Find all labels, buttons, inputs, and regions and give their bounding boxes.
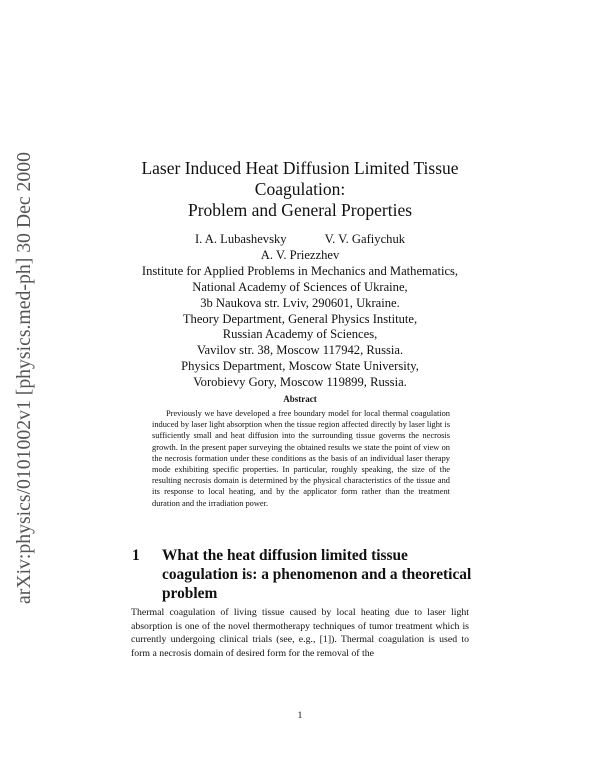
title-line-2: Coagulation: bbox=[254, 179, 346, 199]
author-names-row bbox=[110, 232, 490, 248]
title-line-1: Laser Induced Heat Diffusion Limited Tissue bbox=[141, 158, 459, 178]
abstract-heading: Abstract bbox=[283, 394, 317, 404]
affiliation-line: Theory Department, General Physics Institute, bbox=[182, 311, 418, 326]
section-title: What the heat diffusion limited tissue coagulation is: a phenomenon and a theoretical problem bbox=[162, 547, 472, 602]
affiliation-line: Russian Academy of Sciences, bbox=[222, 327, 378, 342]
affiliation-line: Vorobievy Gory, Moscow 119899, Russia. bbox=[193, 375, 407, 390]
body-text bbox=[131, 606, 469, 661]
abstract-body bbox=[152, 408, 450, 509]
author-lubashevsky: I. A. Lubashevsky bbox=[194, 232, 287, 246]
abstract-text: Previously we have developed a free boundary model for local thermal coagulation induced by laser light absorption when the tissue region affected directly by laser light is sufficiently small and heat diffusion into the surrounding tissue governs the necrosis growth. In the present paper surveying the obtained results we state the point of view on the necrosis formation under these conditions as the basis of an individual laser therapy mode exhibiting specific properties. In particular, roughly speaking, the size of the resulting necrosis domain is determined by the physical characteristics of the tissue and its response to local heating, and by the applicator form rather than the treatment duration and the irradiation power. bbox=[152, 409, 450, 508]
affiliation-line: Vavilov str. 38, Moscow 117942, Russia. bbox=[196, 343, 404, 358]
body-paragraph: Thermal coagulation of living tissue caused by local heating due to laser light absorption is one of the novel thermotherapy techniques of tumor treatment which is currently undergoing clinical trials (see, e.g., [1]). Thermal coagulation is used to form a necrosis domain of desired form for the removal of the bbox=[131, 607, 469, 660]
page-number: 1 bbox=[297, 710, 303, 721]
affiliation-line: Physics Department, Moscow State University, bbox=[181, 359, 419, 374]
affiliation-line: Institute for Applied Problems in Mechanics and Mathematics, bbox=[141, 263, 459, 278]
paper-title bbox=[130, 158, 470, 221]
section-heading bbox=[132, 546, 472, 603]
section-number: 1 bbox=[132, 547, 140, 564]
author-block bbox=[110, 232, 490, 391]
title-line-3: Problem and General Properties bbox=[187, 200, 413, 220]
author-priezzhev: A. V. Priezzhev bbox=[260, 247, 340, 262]
author-gafiychuk: V. V. Gafiychuk bbox=[324, 232, 406, 246]
affiliation-line: 3b Naukova str. Lviv, 290601, Ukraine. bbox=[200, 295, 400, 310]
arxiv-identifier-text: arXiv:physics/0101002v1 [physics.med-ph] 30 Dec 2000 bbox=[14, 157, 35, 604]
affiliation-line: National Academy of Sciences of Ukraine, bbox=[192, 279, 408, 294]
arxiv-identifier bbox=[4, 148, 38, 604]
